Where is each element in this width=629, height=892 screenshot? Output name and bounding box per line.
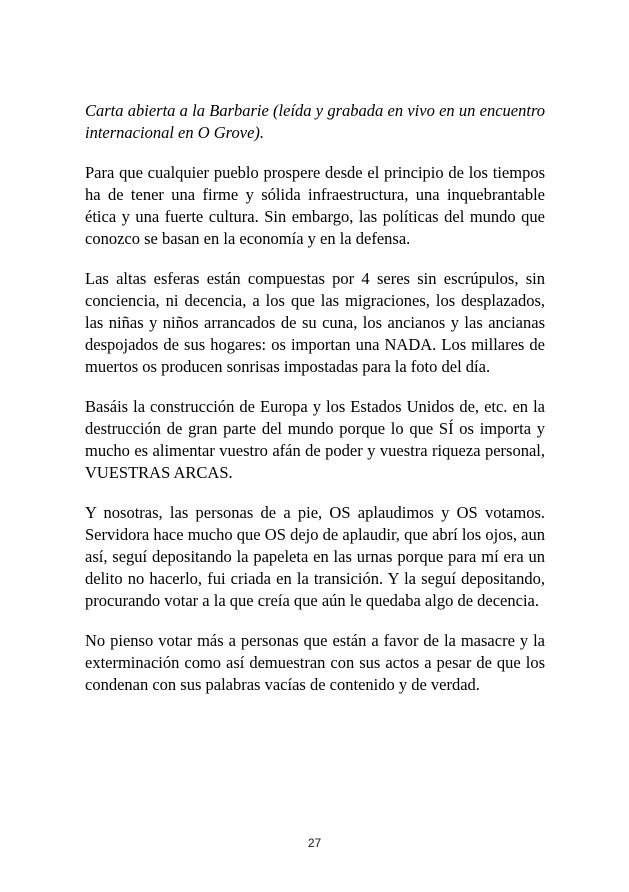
letter-body — [85, 100, 545, 714]
paragraph-1: Para que cualquier pueblo prospere desde el principio de los tiempos ha de tener una firme y sólida infraestructura, una inquebrantable ética y una fuerte cultura. Sin embargo, las políticas del mundo que conozco se basan en la economía y en la defensa. — [85, 163, 545, 248]
paragraph-2: Las altas esferas están compuestas por 4 seres sin escrúpulos, sin conciencia, ni decencia, a los que las migraciones, los desplazados, las niñas y niños arrancados de su cuna, los ancianos y las ancianas despojados de sus hogares: os importan una NADA. Los millares de muertos os producen sonrisas impostadas para la foto del día. — [85, 269, 545, 376]
letter-heading: Carta abierta a la Barbarie (leída y grabada en vivo en un encuentro internacional en O Grove). — [85, 101, 545, 142]
paragraph-5: No pienso votar más a personas que están a favor de la masacre y la exterminación como así demuestran con sus actos a pesar de que los condenan con sus palabras vacías de contenido y de verdad. — [85, 631, 545, 694]
page-number: 27 — [307, 836, 322, 850]
paragraph-3: Basáis la construcción de Europa y los Estados Unidos de, etc. en la destrucción de gran parte del mundo porque lo que SÍ os importa y mucho es alimentar vuestro afán de poder y vuestra riqueza personal, VUESTRAS ARCAS. — [85, 397, 545, 482]
paragraph-4: Y nosotras, las personas de a pie, OS aplaudimos y OS votamos. Servidora hace mucho que OS dejo de aplaudir, que abrí los ojos, aun así, seguí depositando la papeleta en las urnas porque para mí era un delito no hacerlo, fui criada en la transición. Y la seguí depositando, procurando votar a la que creía que aún le quedaba algo de decencia. — [85, 503, 545, 610]
